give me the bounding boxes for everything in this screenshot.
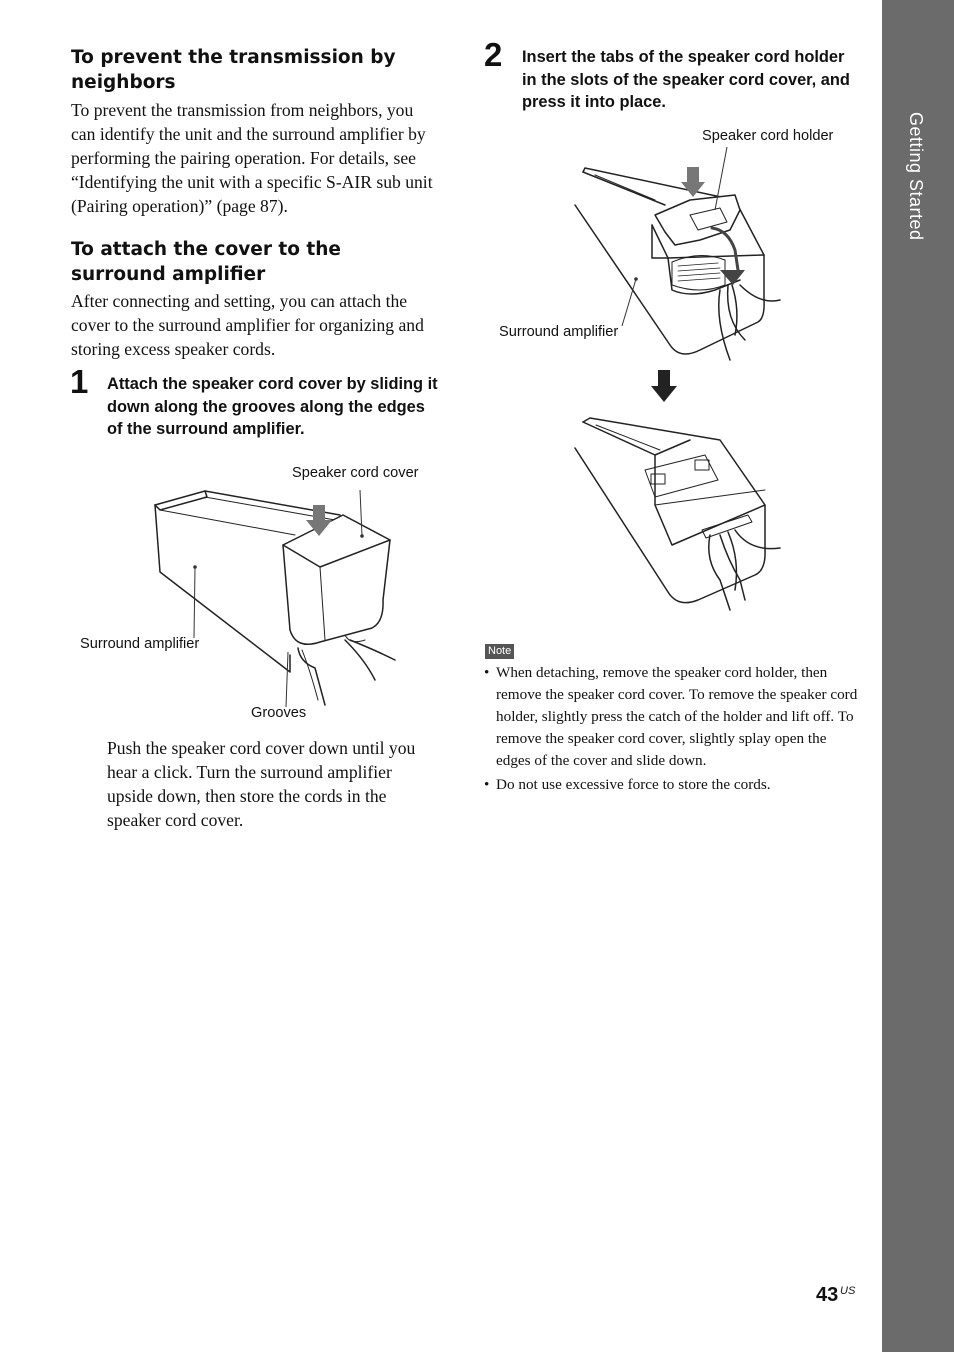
section-body-attach-cover: After connecting and setting, you can attach the cover to the surround amplifier for organizing and storing excess speaker cords.	[71, 291, 424, 359]
note-item: • Do not use excessive force to store the cords.	[484, 774, 858, 796]
section-heading-pairing: To prevent the transmission by neighbors	[71, 47, 396, 93]
note-list	[484, 662, 858, 798]
label-speaker-cord-holder: Speaker cord holder	[702, 128, 834, 144]
section-heading-attach-cover: To attach the cover to the surround amplifier	[71, 239, 341, 285]
step-text-1: Attach the speaker cord cover by sliding it down along the grooves along the edges of the surround amplifier.	[107, 375, 438, 438]
step-text-2: Insert the tabs of the speaker cord holder in the slots of the speaker cord cover, and press it into place.	[522, 48, 850, 111]
note-item: • When detaching, remove the speaker cord holder, then remove the speaker cord cover. To remove the speaker cord holder, slightly press the catch of the holder and lift off. To remove the speaker cord cover, slightly splay open the edges of the cover and slide down.	[484, 662, 858, 772]
page-number: 43	[816, 1284, 839, 1306]
step-body-1: Push the speaker cord cover down until you hear a click. Turn the surround amplifier upside down, then store the cords in the speaker cord cover.	[107, 738, 416, 830]
step-number-2: 2	[484, 36, 503, 73]
sidebar-label: Getting Started	[906, 112, 926, 241]
page-number-suffix: US	[840, 1285, 856, 1297]
section-body-pairing: To prevent the transmission from neighbors, you can identify the unit and the surround amplifier by performing the pairing operation. For details, see “Identifying the unit with a specific S-AIR sub unit (Pairing operation)” (page 87).	[71, 100, 433, 216]
label-speaker-cord-cover: Speaker cord cover	[292, 465, 419, 481]
label-grooves: Grooves	[251, 705, 307, 721]
step-number-1: 1	[70, 363, 89, 400]
label-surround-amplifier-1: Surround amplifier	[80, 636, 200, 652]
note-badge: Note	[485, 644, 514, 659]
label-surround-amplifier-2: Surround amplifier	[499, 324, 619, 340]
